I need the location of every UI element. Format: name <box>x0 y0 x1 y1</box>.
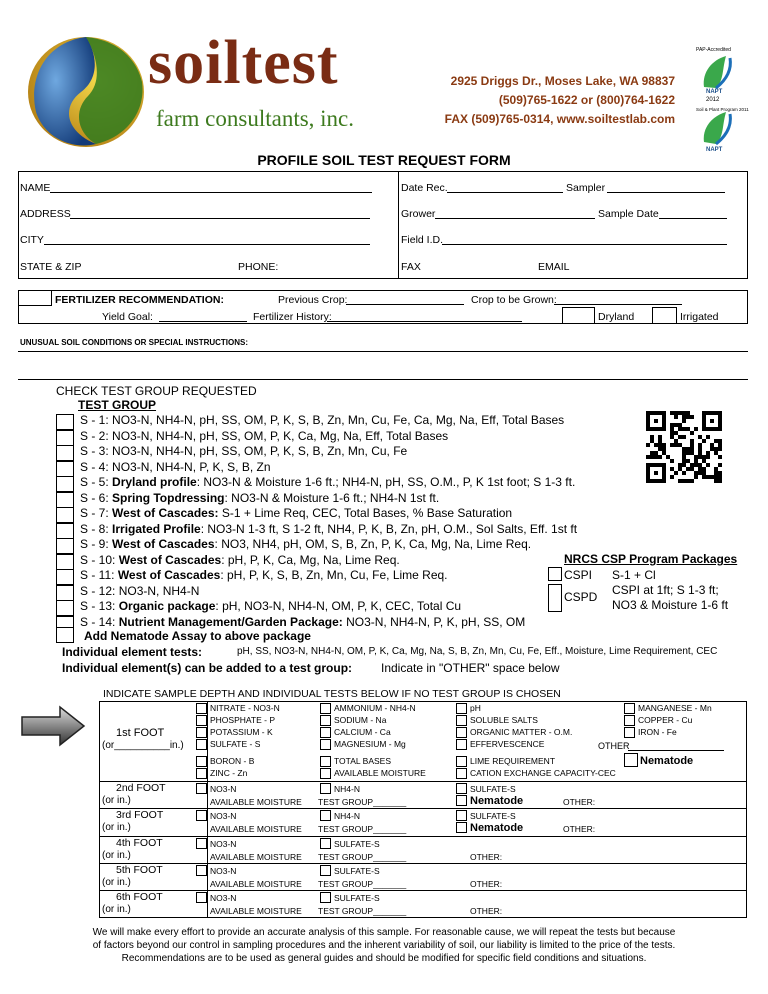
foot-label: 6th FOOT <box>116 891 163 903</box>
group-tests: : pH, NO3-N, NH4-N, OM, P, K, CEC, Total Cu <box>215 599 462 613</box>
badge-top-text: PAP-Accredited <box>696 47 731 53</box>
previous-crop-field[interactable] <box>346 304 464 305</box>
fertilizer-history-field[interactable] <box>327 321 522 322</box>
nematode-checkbox[interactable] <box>456 795 467 806</box>
test-checkbox[interactable] <box>320 838 331 849</box>
napt-badges <box>692 44 749 156</box>
row-divider <box>99 808 747 809</box>
test-group-row <box>80 444 407 458</box>
test-option: SULFATE-S <box>334 839 380 849</box>
cspi-checkbox[interactable] <box>548 567 562 581</box>
test-checkbox[interactable] <box>196 715 207 726</box>
foot-or: (or in.) <box>102 850 131 861</box>
group-checkbox[interactable] <box>56 430 74 446</box>
test-option: AVAILABLE MOISTURE <box>210 852 302 862</box>
test-checkbox[interactable] <box>320 810 331 821</box>
foot-or: (or in.) <box>102 904 131 915</box>
group-checkbox[interactable] <box>56 600 74 616</box>
test-group-row <box>80 553 400 567</box>
test-option: NO3-N <box>210 784 237 794</box>
test-option: CATION EXCHANGE CAPACITY-CEC <box>470 768 616 778</box>
test-checkbox[interactable] <box>320 739 331 750</box>
test-group-row <box>80 491 439 505</box>
group-checkbox[interactable] <box>56 492 74 508</box>
first-foot-or: (or__________in.) <box>102 740 184 751</box>
test-checkbox[interactable] <box>320 715 331 726</box>
test-option: PHOSPHATE - P <box>210 715 276 725</box>
row-divider <box>99 781 747 782</box>
name-label: NAME <box>20 182 51 194</box>
other-label: OTHER: <box>470 879 503 889</box>
test-option: pH <box>470 703 481 713</box>
test-checkbox[interactable] <box>320 892 331 903</box>
other-label: OTHER: <box>470 906 503 916</box>
address-line: 2925 Driggs Dr., Moses Lake, WA 98837 <box>450 74 675 88</box>
test-checkbox[interactable] <box>456 768 467 779</box>
test-checkbox[interactable] <box>320 783 331 794</box>
email-label: EMAIL <box>538 261 570 273</box>
phone-label: PHONE: <box>238 261 279 273</box>
yield-goal-field[interactable] <box>159 321 247 322</box>
disclaimer-line: of factors beyond our control in sampling procedures and the inherent variability of soil, our liability is limited to the price of the tests. <box>92 940 676 951</box>
group-tests: : NO3-N & Moisture 1-6 ft.; NH4-N, pH, SS, O.M., P, K 1st foot; S 1-3 ft. <box>196 475 576 489</box>
group-tests: : pH, P, K, Ca, Mg, Na, Lime Req. <box>221 552 400 567</box>
group-tests: NO3-N, NH4-N <box>118 583 200 598</box>
sampler-field[interactable] <box>607 192 725 193</box>
test-group-row <box>80 568 448 582</box>
group-code: S - 2: <box>80 428 109 443</box>
cspd-label: CSPD <box>564 590 598 604</box>
group-code: S - 9: <box>80 537 109 551</box>
dryland-checkbox[interactable] <box>562 307 595 324</box>
cspi-label: CSPI <box>564 568 593 582</box>
cspi-desc: S-1 + Cl <box>612 568 656 582</box>
group-checkbox[interactable] <box>56 476 74 492</box>
foot-or: (or in.) <box>102 877 131 888</box>
test-checkbox[interactable] <box>456 756 467 767</box>
group-name: Irrigated Profile <box>112 521 201 536</box>
test-group-row <box>80 537 531 551</box>
group-code: S - 5: <box>80 475 109 489</box>
first-foot-other: OTHER <box>598 741 630 751</box>
nematode-add-label: Add Nematode Assay to above package <box>84 629 311 643</box>
test-option: CALCIUM - Ca <box>334 727 391 737</box>
badge2-top-text: Soil & Plant Program 2011 <box>696 107 749 112</box>
test-option: NO3-N <box>210 811 237 821</box>
row-divider <box>99 890 747 891</box>
test-checkbox[interactable] <box>196 810 207 821</box>
test-option: AVAILABLE MOISTURE <box>210 797 302 807</box>
foot-or: (or in.) <box>102 822 131 833</box>
group-name: Nutrient Management/Garden Package: <box>118 614 343 629</box>
fertilizer-history-label: Fertilizer History: <box>253 311 332 323</box>
test-option: SODIUM - Na <box>334 715 387 725</box>
napt-badge2-icon <box>696 110 736 146</box>
group-code: S - 6: <box>80 490 109 505</box>
test-option: NO3-N <box>210 866 237 876</box>
foot-label: 5th FOOT <box>116 864 163 876</box>
logo-subtitle: farm consultants, inc. <box>156 106 355 131</box>
test-option: MANGANESE - Mn <box>638 703 712 713</box>
test-group-row <box>80 584 199 598</box>
name-field[interactable] <box>50 192 372 193</box>
group-code: S - 10: <box>80 552 116 567</box>
test-option: TOTAL BASES <box>334 756 392 766</box>
check-group-heading: CHECK TEST GROUP REQUESTED <box>56 384 257 398</box>
group-checkbox[interactable] <box>56 538 74 554</box>
divider <box>398 171 399 279</box>
test-option: NH4-N <box>334 784 360 794</box>
individual-add-note: Indicate in "OTHER" space below <box>381 661 560 675</box>
arrow-right-icon <box>20 705 86 747</box>
depth-title: INDICATE SAMPLE DEPTH AND INDIVIDUAL TESTS BELOW IF NO TEST GROUP IS CHOSEN <box>103 688 561 700</box>
test-checkbox[interactable] <box>196 739 207 750</box>
irrigated-label: Irrigated <box>680 311 719 323</box>
test-checkbox[interactable] <box>320 865 331 876</box>
test-option: SULFATE - S <box>210 739 261 749</box>
test-option: SULFATE-S <box>470 811 516 821</box>
test-option: SOLUBLE SALTS <box>470 715 538 725</box>
group-tests: S-1 + Lime Req, CEC, Total Bases, % Base Saturation <box>218 506 513 520</box>
test-group-field[interactable]: TEST GROUP_______ <box>318 852 407 862</box>
test-option: MAGNESIUM - Mg <box>334 739 406 749</box>
test-option: ORGANIC MATTER - O.M. <box>470 727 573 737</box>
badge-year: 2012 <box>706 97 720 103</box>
test-option: BORON - B <box>210 756 255 766</box>
group-name: West of Cascades: <box>112 506 219 520</box>
test-group-row <box>80 475 575 489</box>
group-code: S - 4: <box>80 459 109 474</box>
test-option: SULFATE-S <box>470 784 516 794</box>
test-checkbox[interactable] <box>456 703 467 714</box>
group-name: West of Cascades <box>112 537 215 551</box>
test-option: NO3-N <box>210 839 237 849</box>
nematode-add-checkbox[interactable] <box>56 627 74 643</box>
yield-goal-label: Yield Goal: <box>102 311 153 323</box>
test-checkbox[interactable] <box>320 768 331 779</box>
test-checkbox[interactable] <box>624 727 635 738</box>
test-checkbox[interactable] <box>456 727 467 738</box>
form-title: PROFILE SOIL TEST REQUEST FORM <box>257 152 511 168</box>
first-foot-other-field[interactable] <box>628 750 724 751</box>
disclaimer-line: We will make every effort to provide an accurate analysis of this sample. For reasonable cause, we will repeat the tests but because <box>92 927 676 938</box>
test-group-row <box>80 460 271 474</box>
logo <box>26 29 386 142</box>
other-label: OTHER: <box>563 797 596 807</box>
fertilizer-checkbox[interactable] <box>18 290 52 306</box>
group-tests: : NO3, NH4, pH, OM, S, B, Zn, P, K, Ca, Mg, Na, Lime Req. <box>214 537 532 551</box>
test-checkbox[interactable] <box>320 727 331 738</box>
group-name: West of Cascades <box>117 568 221 582</box>
test-group-row <box>80 522 577 536</box>
test-option: AMMONIUM - NH4-N <box>334 703 416 713</box>
sample-date-field[interactable] <box>659 218 727 219</box>
group-tests: NO3-N, NH4-N, pH, SS, OM, P, K, Ca, Mg, Na, Eff, Total Bases <box>112 428 449 443</box>
qr-code-icon <box>646 411 722 483</box>
test-checkbox[interactable] <box>196 865 207 876</box>
test-checkbox[interactable] <box>456 810 467 821</box>
group-code: S - 1: <box>80 413 109 427</box>
group-tests: NO3-N, NH4-N, P, K, S, B, Zn <box>112 459 271 474</box>
test-checkbox[interactable] <box>196 783 207 794</box>
group-name: Organic package <box>118 599 216 613</box>
group-tests: : NO3-N & Moisture 1-6 ft.; NH4-N 1st ft. <box>224 490 440 505</box>
other-label: OTHER: <box>563 824 596 834</box>
address-field[interactable] <box>70 218 370 219</box>
test-option: LIME REQUIREMENT <box>470 756 556 766</box>
test-option: ZINC - Zn <box>210 768 248 778</box>
foot-label: 4th FOOT <box>116 837 163 849</box>
unusual-conditions-field[interactable] <box>18 351 748 352</box>
nrcs-title: NRCS CSP Program Packages <box>564 552 738 566</box>
foot-or: (or in.) <box>102 795 131 806</box>
city-label: CITY <box>20 234 44 246</box>
test-checkbox[interactable] <box>320 756 331 767</box>
test-checkbox[interactable] <box>456 715 467 726</box>
phone-line: (509)765-1622 or (800)764-1622 <box>498 93 675 107</box>
test-option: EFFERVESCENCE <box>470 739 545 749</box>
group-tests: NO3-N, NH4-N, pH, SS, OM, P, K, S, B, Zn, Mn, Cu, Fe, Ca, Mg, Na, Eff, Total Bases <box>112 413 565 427</box>
address-label: ADDRESS <box>20 208 71 220</box>
field-id-label: Field I.D. <box>401 234 444 246</box>
first-foot-label: 1st FOOT <box>116 727 165 739</box>
fax-web-line: FAX (509)765-0314, www.soiltestlab.com <box>444 112 675 126</box>
test-option: COPPER - Cu <box>638 715 693 725</box>
test-checkbox[interactable] <box>196 838 207 849</box>
foot-label: 3rd FOOT <box>116 809 164 821</box>
test-checkbox[interactable] <box>320 703 331 714</box>
test-checkbox[interactable] <box>624 703 635 714</box>
test-checkbox[interactable] <box>456 783 467 794</box>
group-checkbox[interactable] <box>56 554 74 570</box>
disclaimer <box>0 926 768 965</box>
test-checkbox[interactable] <box>196 756 207 767</box>
group-name: Spring Topdressing <box>112 490 225 505</box>
unusual-conditions-field-2[interactable] <box>18 379 748 380</box>
group-name: Dryland profile <box>112 475 197 489</box>
fax-label: FAX <box>401 261 421 273</box>
test-checkbox[interactable] <box>624 715 635 726</box>
crop-grown-field[interactable] <box>554 304 682 305</box>
nematode-checkbox[interactable] <box>456 822 467 833</box>
group-checkbox[interactable] <box>56 507 74 523</box>
test-option: SULFATE-S <box>334 893 380 903</box>
client-info-box <box>18 171 748 279</box>
test-option: AVAILABLE MOISTURE <box>210 824 302 834</box>
test-group-row <box>80 506 512 520</box>
test-group-heading: TEST GROUP <box>78 398 157 412</box>
city-field[interactable] <box>44 244 370 245</box>
sample-date-label: Sample Date <box>598 208 659 220</box>
row-divider <box>99 863 747 864</box>
group-name: West of Cascades <box>118 552 222 567</box>
group-tests: : pH, P, K, S, B, Zn, Mn, Cu, Fe, Lime Req. <box>220 568 448 582</box>
test-option: POTASSIUM - K <box>210 727 273 737</box>
group-code: S - 13: <box>80 599 116 613</box>
date-rec-label: Date Rec. <box>401 182 448 194</box>
test-checkbox[interactable] <box>196 703 207 714</box>
group-tests: NO3-N, NH4-N, P, K, pH, SS, OM <box>342 614 526 629</box>
previous-crop-label: Previous Crop: <box>278 294 348 306</box>
cspd-desc-2: NO3 & Moisture 1-6 ft <box>612 598 729 612</box>
test-checkbox[interactable] <box>196 892 207 903</box>
individual-tests-list: pH, SS, NO3-N, NH4-N, OM, P, K, Ca, Mg, Na, S, B, Zn, Mn, Cu, Fe, Eff., Moisture, Lime Requirement, CEC <box>237 646 718 657</box>
nematode-option: Nematode <box>470 822 524 834</box>
other-label: OTHER: <box>470 852 503 862</box>
dryland-label: Dryland <box>598 311 635 323</box>
test-group-field[interactable]: TEST GROUP_______ <box>318 879 407 889</box>
group-tests: : NO3-N 1-3 ft, S 1-2 ft, NH4, P, K, B, Zn, pH, O.M., Sol Salts, Eff. 1st ft <box>200 521 578 536</box>
group-code: S - 3: <box>80 444 109 458</box>
field-id-field[interactable] <box>442 244 727 245</box>
badge-napt: NAPT <box>706 89 723 95</box>
cspd-desc-1: CSPI at 1ft; S 1-3 ft; <box>612 583 719 597</box>
col-divider <box>207 701 208 918</box>
test-checkbox[interactable] <box>196 727 207 738</box>
test-checkbox[interactable] <box>196 768 207 779</box>
nematode-option: Nematode <box>470 795 524 807</box>
date-rec-field[interactable] <box>447 192 563 193</box>
test-option: NH4-N <box>334 811 360 821</box>
group-code: S - 12: <box>80 583 116 598</box>
irrigated-checkbox[interactable] <box>652 307 677 324</box>
state-zip-label: STATE & ZIP <box>20 261 82 273</box>
test-option: AVAILABLE MOISTURE <box>210 879 302 889</box>
group-tests: NO3-N, NH4-N, pH, SS, OM, P, K, S, B, Zn, Mn, Cu, Fe <box>112 444 408 458</box>
group-code: S - 11: <box>80 568 115 582</box>
logo-globe-icon <box>26 32 151 150</box>
test-option: NITRATE - NO3-N <box>210 703 280 713</box>
crop-grown-label: Crop to be Grown: <box>471 294 557 306</box>
foot-label: 2nd FOOT <box>116 782 166 794</box>
test-group-row <box>80 413 564 427</box>
company-address <box>445 72 675 129</box>
test-checkbox[interactable] <box>456 739 467 750</box>
test-group-row <box>80 615 525 629</box>
test-option: AVAILABLE MOISTURE <box>334 768 426 778</box>
logo-word: soiltest <box>148 29 339 97</box>
group-code: S - 7: <box>80 506 109 520</box>
unusual-conditions-label: UNUSUAL SOIL CONDITIONS OR SPECIAL INSTRUCTIONS: <box>20 338 249 347</box>
test-group-row <box>80 599 461 613</box>
group-checkbox[interactable] <box>56 445 74 461</box>
test-option: NO3-N <box>210 893 237 903</box>
individual-tests-label: Individual element tests: <box>62 645 203 659</box>
group-checkbox[interactable] <box>56 461 74 477</box>
first-foot-nematode: Nematode <box>640 755 694 767</box>
group-code: S - 8: <box>80 521 109 536</box>
test-group-field[interactable]: TEST GROUP_______ <box>318 797 407 807</box>
cspd-checkbox[interactable] <box>548 584 562 612</box>
fertilizer-label: FERTILIZER RECOMMENDATION: <box>55 294 224 306</box>
grower-field[interactable] <box>435 218 595 219</box>
grower-label: Grower <box>401 208 436 220</box>
test-option: IRON - Fe <box>638 727 677 737</box>
test-group-field[interactable]: TEST GROUP_______ <box>318 906 407 916</box>
test-group-field[interactable]: TEST GROUP_______ <box>318 824 407 834</box>
badge2-napt: NAPT <box>706 147 723 153</box>
group-checkbox[interactable] <box>56 585 74 601</box>
first-foot-nematode-checkbox[interactable] <box>624 753 638 767</box>
test-option: AVAILABLE MOISTURE <box>210 906 302 916</box>
test-group-row <box>80 429 448 443</box>
row-divider <box>99 836 747 837</box>
group-checkbox[interactable] <box>56 523 74 539</box>
disclaimer-line: Recommendations are to be used as general guides and should be modified for specific field conditions and situations. <box>121 953 647 964</box>
group-checkbox[interactable] <box>56 569 74 585</box>
group-code: S - 14: <box>80 614 116 629</box>
individual-add-label: Individual element(s) can be added to a test group: <box>62 661 353 675</box>
sampler-label: Sampler <box>566 182 606 194</box>
group-checkbox[interactable] <box>56 414 74 430</box>
test-option: SULFATE-S <box>334 866 380 876</box>
